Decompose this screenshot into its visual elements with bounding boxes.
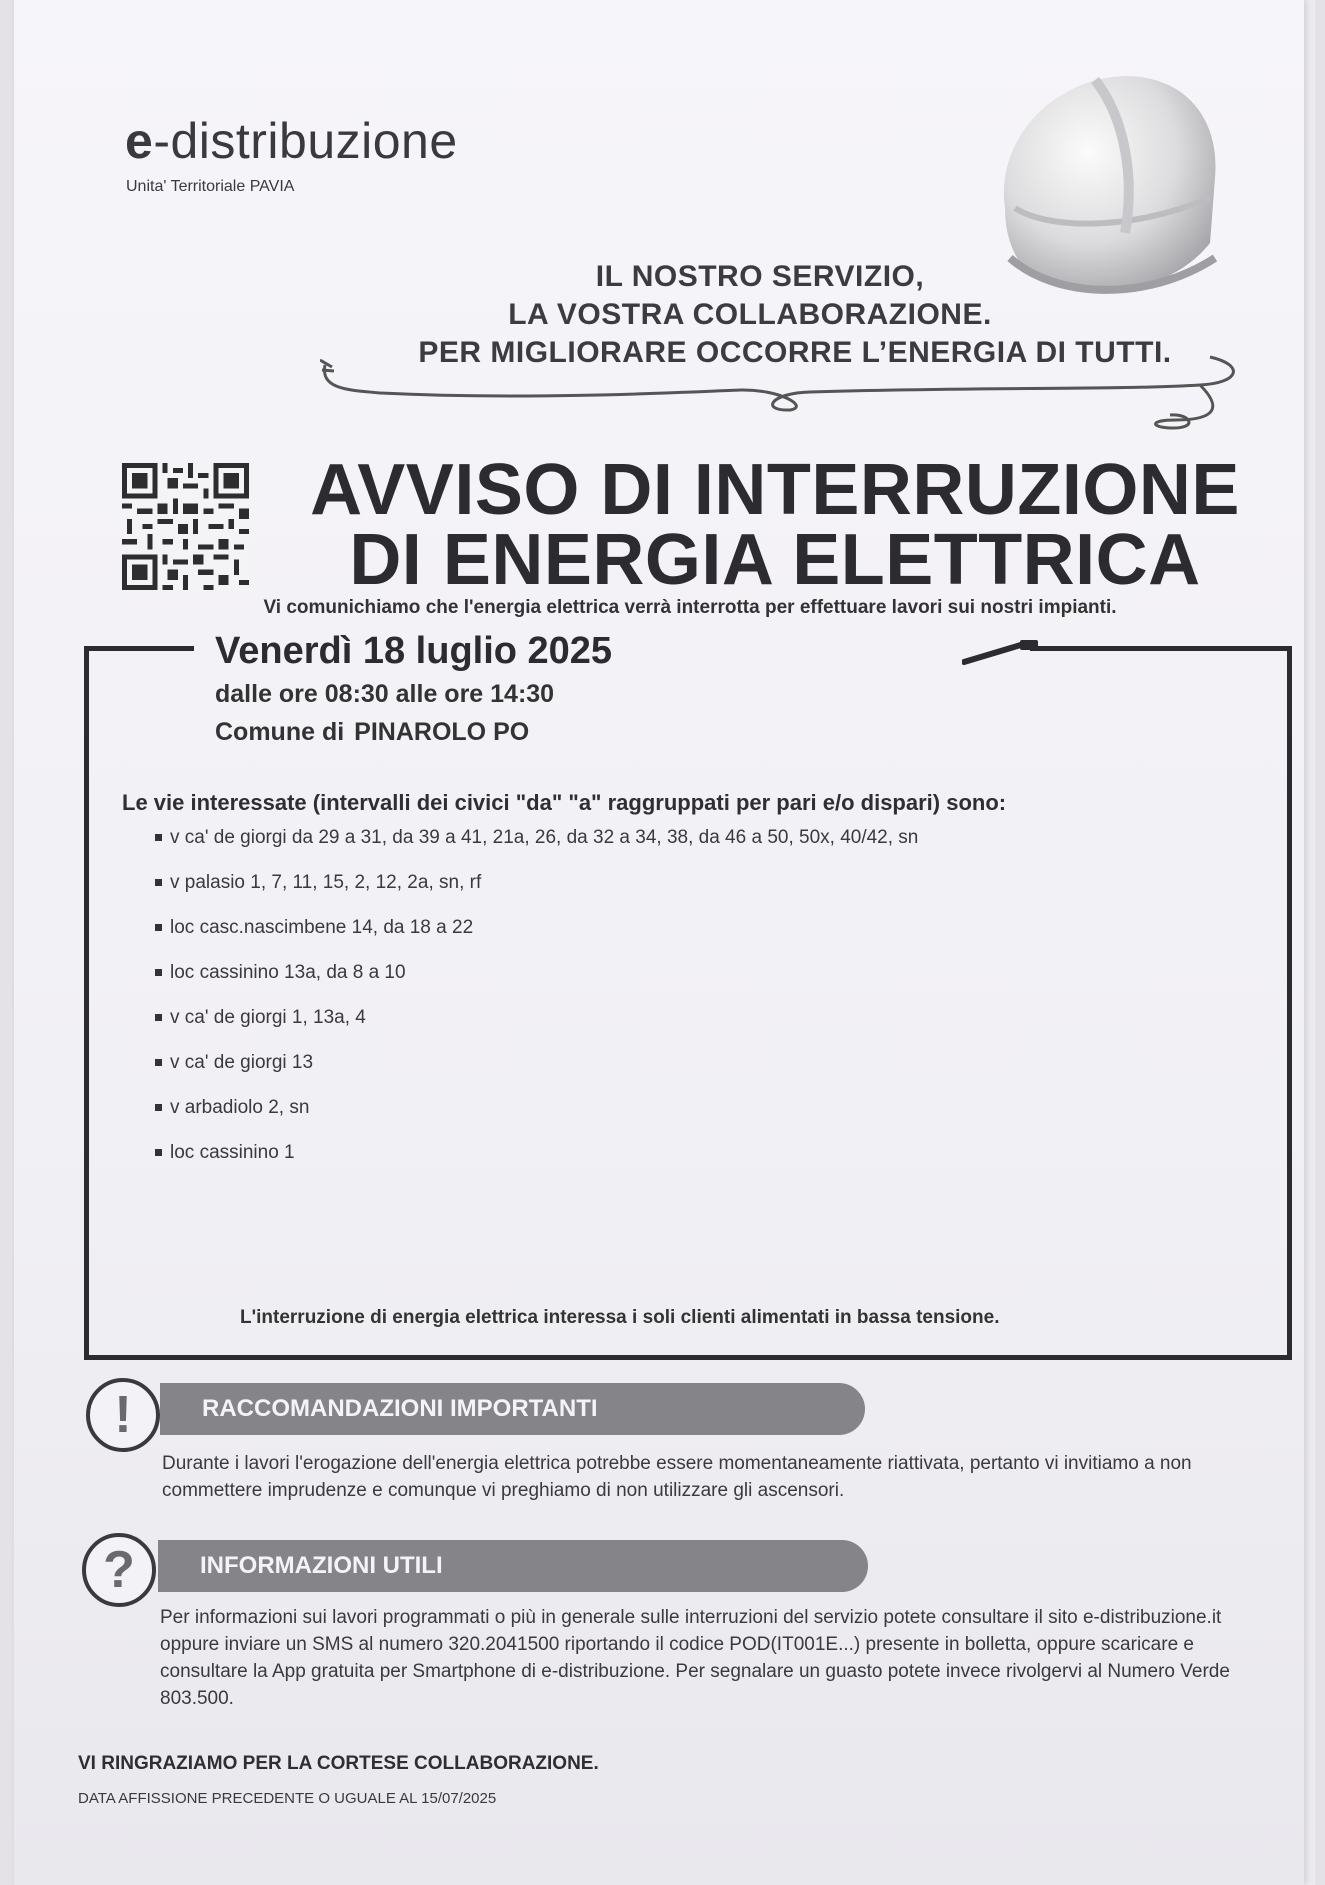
list-item	[155, 914, 918, 959]
streets-title: Le vie interessate (intervalli dei civici "da" "a" raggruppati per pari e/o dispari) sono:	[122, 790, 1007, 815]
logo-e-mark: e	[125, 113, 154, 169]
bullet-icon	[155, 879, 162, 886]
qr-code-icon	[122, 463, 249, 590]
company-logo	[125, 112, 458, 170]
list-item	[155, 824, 918, 869]
comune	[215, 718, 529, 747]
list-item	[155, 869, 918, 914]
recommendations-text: Durante i lavori l'erogazione dell'energia elettrica potrebbe essere momentaneamente riattivata, pertanto vi invitiamo a non commettere imprudenze e comunque vi preghiamo di non utilizzare gli ascensori.	[162, 1453, 1192, 1501]
exclamation-icon: !	[86, 1378, 160, 1452]
box-top-border-left	[84, 646, 194, 651]
bullet-icon	[155, 1104, 162, 1111]
street-text: loc cassinino 1	[170, 1142, 295, 1163]
street-text: loc casc.nascimbene 14, da 18 a 22	[170, 917, 474, 938]
list-item	[155, 959, 918, 1004]
bullet-icon	[155, 1149, 162, 1156]
street-text: loc cassinino 13a, da 8 a 10	[170, 962, 406, 983]
logo-text: -distribuzione	[153, 113, 458, 169]
list-item	[155, 1094, 918, 1139]
bullet-icon	[155, 1014, 162, 1021]
street-text: v palasio 1, 7, 11, 15, 2, 12, 2a, sn, rf	[170, 872, 482, 893]
street-text: v ca' de giorgi 13	[170, 1052, 314, 1073]
list-item	[155, 1049, 918, 1094]
streets-list	[155, 824, 918, 1184]
cable-decoration-icon	[320, 345, 1260, 435]
recommendations-heading: RACCOMANDAZIONI IMPORTANTI	[160, 1383, 865, 1435]
thanks-text: VI RINGRAZIAMO PER LA CORTESE COLLABORAZIONE.	[78, 1753, 599, 1774]
interruption-date: Venerdì 18 luglio 2025	[215, 630, 613, 672]
street-text: v arbadiolo 2, sn	[170, 1097, 310, 1118]
comune-label: Comune di	[215, 718, 345, 746]
bullet-icon	[155, 969, 162, 976]
notice-title-line-2: DI ENERGIA ELETTRICA	[349, 520, 1201, 600]
bullet-icon	[155, 924, 162, 931]
territorial-unit: Unita' Territoriale PAVIA	[126, 178, 295, 195]
question-icon: ?	[82, 1533, 156, 1607]
street-text: v ca' de giorgi da 29 a 31, da 39 a 41, 21a, 26, da 32 a 34, 38, da 46 a 50, 50x, 40/42, sn	[170, 827, 919, 848]
electric-plug-icon	[962, 632, 1042, 666]
list-item	[155, 1139, 918, 1184]
bullet-icon	[155, 1059, 162, 1066]
street-text: v ca' de giorgi 1, 13a, 4	[170, 1007, 366, 1028]
comune-name: PINAROLO PO	[354, 718, 530, 746]
useful-info-text: Per informazioni sui lavori programmati o più in generale sulle interruzioni del servizio potete consultare il sito e-distribuzione.it oppure inviare un SMS al numero 320.2041500 riportando il codice POD(IT001E...) presente in bolletta, oppure scaricare e consultare la App gratuita per Smartphone di e-distribuzione. Per segnalare un guasto potete invece rivolgervi al Numero Verde 803.500.	[160, 1607, 1230, 1709]
useful-info-heading: INFORMAZIONI UTILI	[158, 1540, 868, 1592]
posting-date: DATA AFFISSIONE PRECEDENTE O UGUALE AL 15/07/2025	[78, 1790, 497, 1807]
list-item	[155, 1004, 918, 1049]
slogan-line-2: LA VOSTRA COLLABORAZIONE.	[508, 298, 992, 331]
slogan-line-3: PER MIGLIORARE OCCORRE L’ENERGIA DI TUTTI.	[418, 336, 1172, 369]
bullet-icon	[155, 834, 162, 841]
box-top-border-right	[1030, 646, 1292, 651]
notice-subtitle: Vi comunichiamo che l'energia elettrica verrà interrotta per effettuare lavori sui nostri impianti.	[263, 597, 1117, 618]
low-voltage-note: L'interruzione di energia elettrica interessa i soli clienti alimentati in bassa tensione.	[240, 1307, 1000, 1328]
notice-title	[250, 450, 1300, 600]
notice-title-line-1: AVVISO DI INTERRUZIONE	[310, 450, 1240, 530]
interruption-hours: dalle ore 08:30 alle ore 14:30	[215, 680, 555, 708]
slogan-line-1: IL NOSTRO SERVIZIO,	[595, 260, 925, 293]
